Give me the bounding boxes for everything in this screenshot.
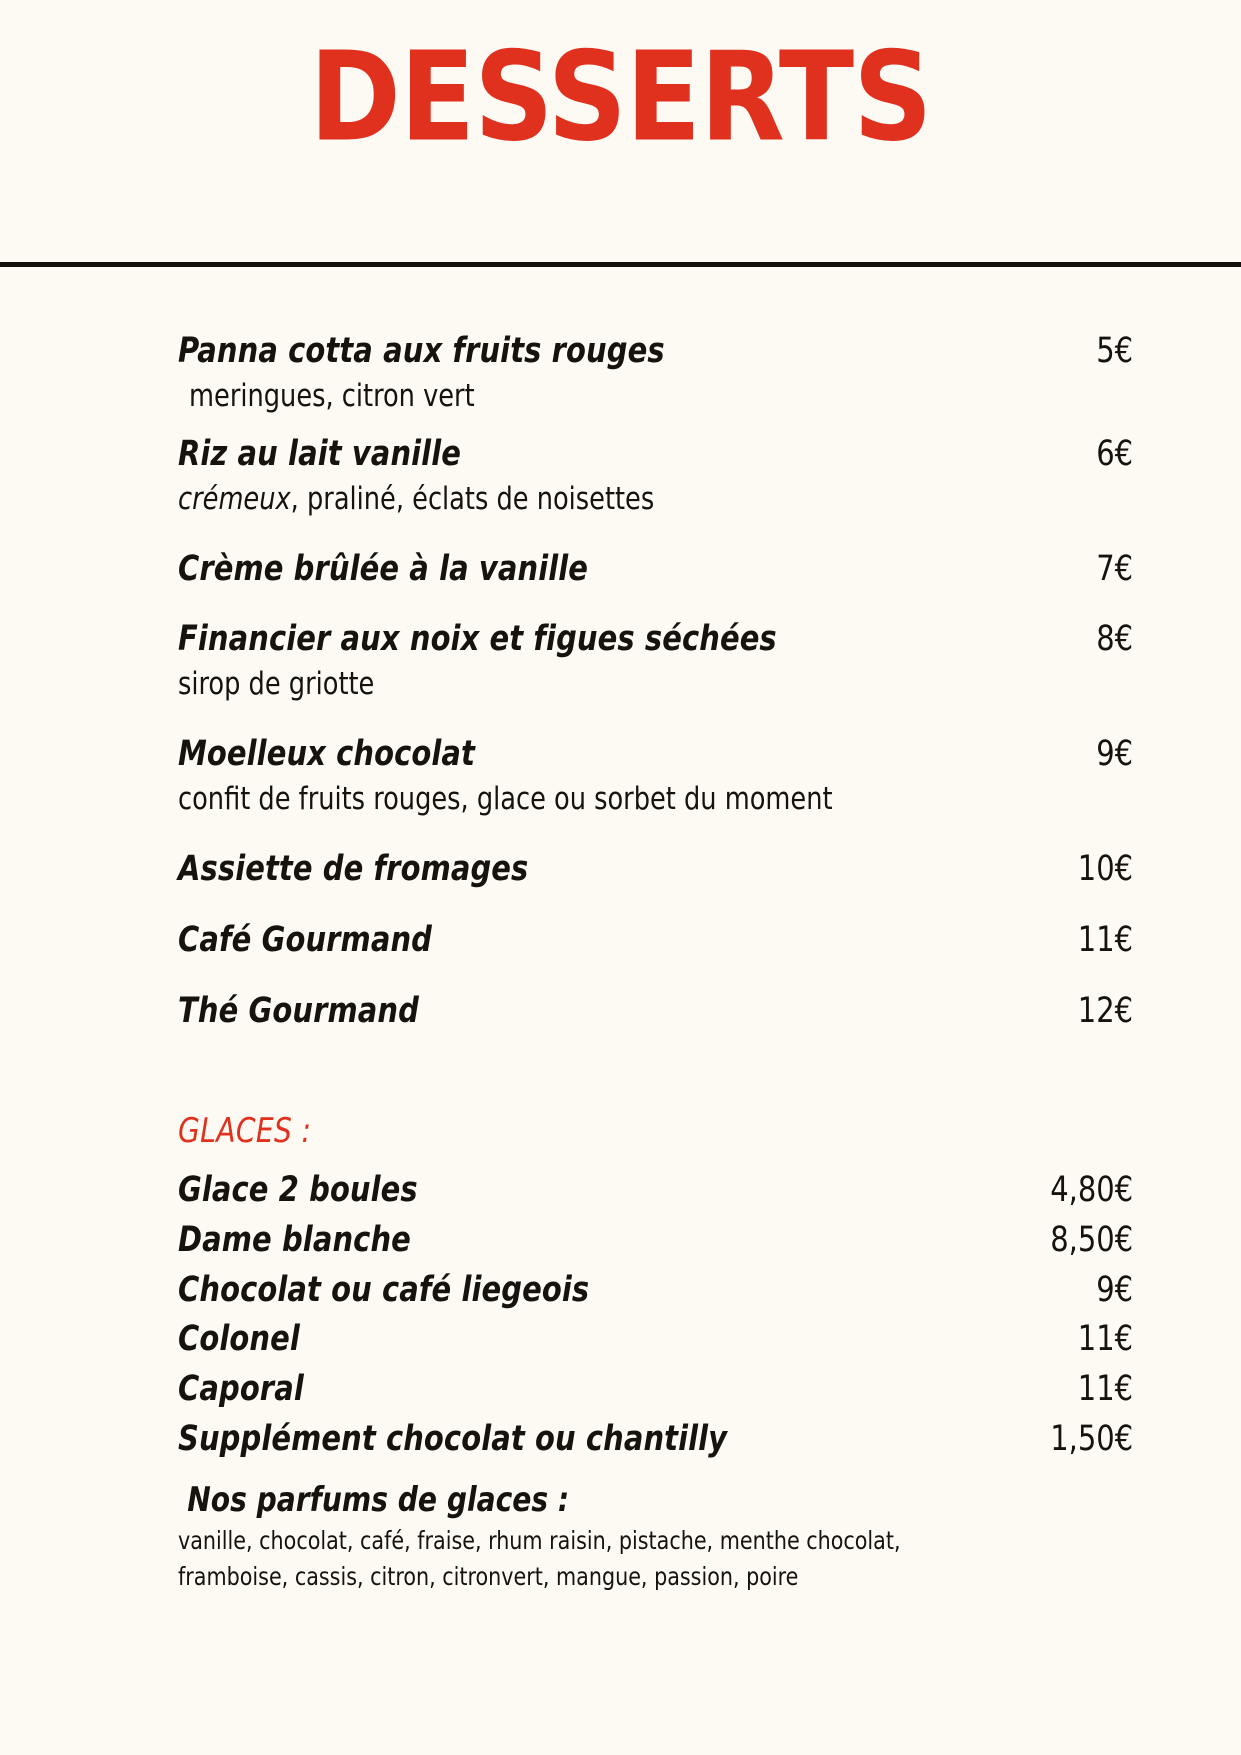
menu-item-row xyxy=(178,617,1133,662)
item-price: 11€ xyxy=(1077,919,1133,960)
item-name: Chocolat ou café liegeois xyxy=(178,1269,590,1310)
menu-item-row xyxy=(178,1415,1133,1465)
menu-item-row xyxy=(178,989,1133,1034)
item-name: Riz au lait vanille xyxy=(178,433,461,474)
item-name: Thé Gourmand xyxy=(178,990,419,1031)
menu-item-row xyxy=(178,732,1133,777)
item-price: 8,50€ xyxy=(1050,1219,1133,1260)
section-heading-glaces: GLACES : xyxy=(178,1111,312,1152)
item-price: 11€ xyxy=(1077,1368,1133,1409)
item-price: 9€ xyxy=(1096,734,1133,775)
item-description: meringues, citron vert xyxy=(189,377,475,414)
menu-item-row xyxy=(178,1365,1133,1415)
spacer xyxy=(178,963,1133,989)
parfums-line-2: framboise, cassis, citron, citronvert, mangue, passion, poire xyxy=(178,1561,799,1591)
item-name: Assiette de fromages xyxy=(178,849,529,890)
menu-item-row xyxy=(178,1166,1133,1216)
spacer xyxy=(178,1464,1133,1478)
item-price: 4,80€ xyxy=(1050,1170,1133,1211)
item-price: 1,50€ xyxy=(1050,1418,1133,1459)
item-name: Dame blanche xyxy=(178,1219,411,1260)
menu-item-row xyxy=(178,1216,1133,1266)
item-name: Caporal xyxy=(178,1368,304,1409)
parfums-heading: Nos parfums de glaces : xyxy=(187,1480,570,1521)
menu-header xyxy=(0,0,1241,262)
item-description xyxy=(178,477,859,521)
spacer xyxy=(178,591,1133,617)
spacer xyxy=(178,1033,1133,1111)
item-name: Café Gourmand xyxy=(178,919,433,960)
spacer xyxy=(178,821,1133,847)
item-description-rest: , praliné, éclats de noisettes xyxy=(290,480,655,517)
item-name: Panna cotta aux fruits rouges xyxy=(178,331,665,371)
item-name: Financier aux noix et figues séchées xyxy=(178,619,777,660)
page-title: DESSERTS xyxy=(309,25,932,169)
item-price: 5€ xyxy=(1096,331,1133,371)
menu-item-row xyxy=(178,1266,1133,1316)
item-price: 6€ xyxy=(1096,433,1133,474)
item-description-emphasis: crémeux xyxy=(178,480,291,517)
spacer xyxy=(178,418,1133,432)
item-name: Glace 2 boules xyxy=(178,1170,418,1211)
spacer xyxy=(178,706,1133,732)
item-name: Crème brûlée à la vanille xyxy=(178,548,589,589)
spacer xyxy=(178,521,1133,547)
menu-item-row xyxy=(178,329,1133,374)
item-description: confit de fruits rouges, glace ou sorbet du moment xyxy=(178,781,833,818)
item-name: Moelleux chocolat xyxy=(178,734,475,775)
item-name: Supplément chocolat ou chantilly xyxy=(178,1418,728,1459)
item-price: 11€ xyxy=(1077,1319,1133,1360)
item-price: 10€ xyxy=(1077,849,1133,890)
item-price: 12€ xyxy=(1077,990,1133,1031)
spacer xyxy=(178,892,1133,918)
menu-item-row xyxy=(178,547,1133,592)
menu-item-row xyxy=(178,918,1133,963)
spacer xyxy=(178,1152,1133,1166)
item-description: sirop de griotte xyxy=(178,666,375,703)
menu-item-row xyxy=(178,847,1133,892)
item-name: Colonel xyxy=(178,1319,300,1360)
item-price: 8€ xyxy=(1096,619,1133,660)
menu-item-row xyxy=(178,1315,1133,1365)
menu-content xyxy=(0,267,1241,1595)
item-price: 9€ xyxy=(1096,1269,1133,1310)
item-price: 7€ xyxy=(1096,548,1133,589)
parfums-line-1: vanille, chocolat, café, fraise, rhum raisin, pistache, menthe chocolat, xyxy=(178,1525,901,1555)
menu-item-row xyxy=(178,432,1133,477)
